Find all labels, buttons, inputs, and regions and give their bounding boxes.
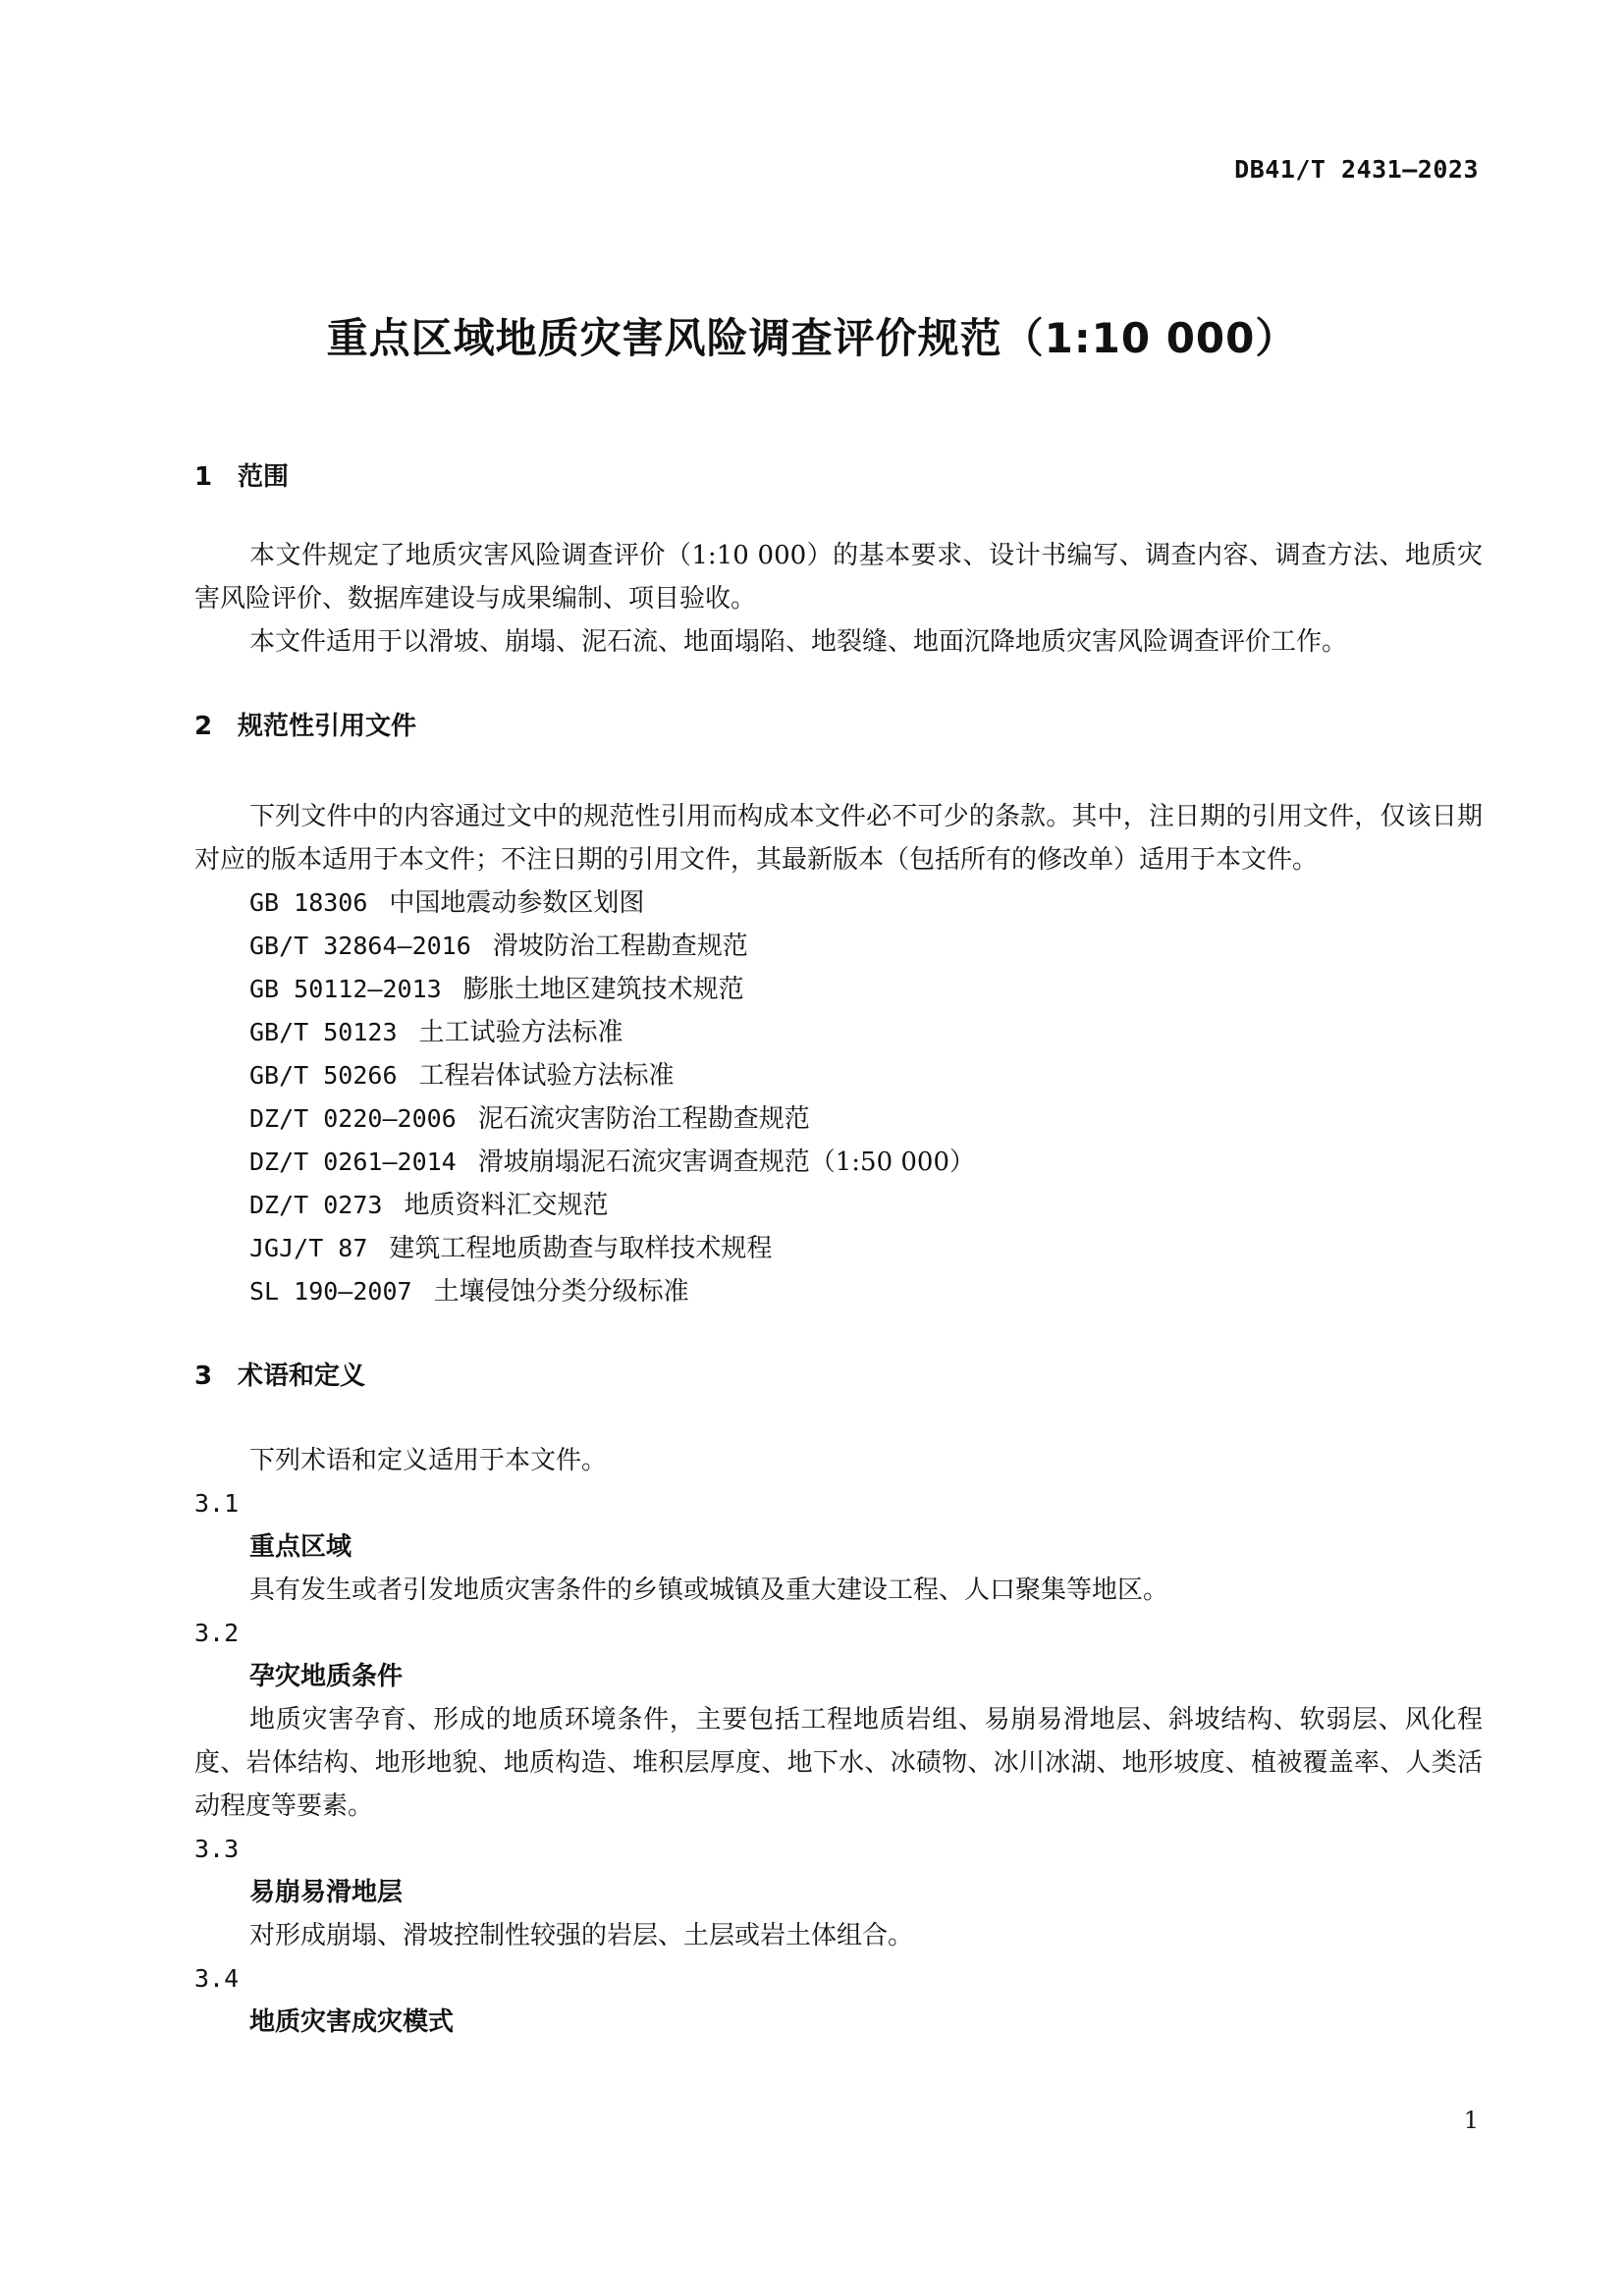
- document-title: 重点区域地质灾害风险调查评价规范（1:10 000）: [326, 314, 1298, 362]
- reference-code: DZ/T 0273: [249, 1191, 383, 1219]
- term-entry: [194, 1957, 1483, 2044]
- reference-item: [194, 1054, 1483, 1097]
- reference-item: [194, 881, 1483, 925]
- reference-item: [194, 1141, 1483, 1184]
- term-number: 3.2: [194, 1619, 240, 1647]
- reference-code: GB/T 50266: [249, 1061, 398, 1090]
- section-heading-terms-and-definitions: [194, 1355, 1483, 1398]
- reference-name: 中国地震动参数区划图: [389, 888, 645, 918]
- section-heading-normative-references: [194, 705, 1483, 748]
- term-definition: 对形成崩塌、滑坡控制性较强的岩层、土层或岩土体组合。: [249, 1921, 914, 1950]
- reference-code: GB/T 50123: [249, 1018, 398, 1046]
- term-entry: [194, 1482, 1483, 1612]
- reference-name: 滑坡防治工程勘查规范: [492, 932, 748, 961]
- reference-code: DZ/T 0261—2014: [249, 1148, 457, 1176]
- page-number: 1: [1463, 2107, 1479, 2134]
- term-number: 3.3: [194, 1835, 240, 1863]
- term-number: 3.1: [194, 1489, 240, 1518]
- reference-item: [194, 925, 1483, 968]
- paragraph: 下列文件中的内容通过文中的规范性引用而构成本文件必不可少的条款。其中，注日期的引用文件，仅该日期对应的版本适用于本文件；不注日期的引用文件，其最新版本（包括所有的修改单）适用于本文件。: [194, 802, 1483, 875]
- reference-item: [194, 968, 1483, 1011]
- term-name: 孕灾地质条件: [249, 1662, 404, 1691]
- term-number: 3.4: [194, 1964, 240, 1993]
- reference-item: [194, 1270, 1483, 1313]
- reference-name: 工程岩体试验方法标准: [418, 1061, 675, 1091]
- term-name: 易崩易滑地层: [249, 1878, 404, 1907]
- term-entry: [194, 1828, 1483, 1957]
- paragraph: 本文件适用于以滑坡、崩塌、泥石流、地面塌陷、地裂缝、地面沉降地质灾害风险调查评价工作。: [249, 627, 1348, 657]
- reference-code: GB 50112—2013: [249, 975, 442, 1003]
- term-definition: 地质灾害孕育、形成的地质环境条件，主要包括工程地质岩组、易崩易滑地层、斜坡结构、软弱层、风化程度、岩体结构、地形地貌、地质构造、堆积层厚度、地下水、冰碛物、冰川冰湖、地形坡度、植被覆盖率、人类活动程度等要素。: [194, 1705, 1483, 1821]
- reference-code: GB 18306: [249, 888, 368, 917]
- reference-name: 土壤侵蚀分类分级标准: [433, 1277, 689, 1307]
- term-definition: 具有发生或者引发地质灾害条件的乡镇或城镇及重大建设工程、人口聚集等地区。: [249, 1575, 1169, 1605]
- reference-name: 土工试验方法标准: [418, 1018, 623, 1047]
- paragraph: 本文件规定了地质灾害风险调查评价（1:10 000）的基本要求、设计书编写、调查内容、调查方法、地质灾害风险评价、数据库建设与成果编制、项目验收。: [194, 541, 1483, 614]
- reference-item: [194, 1184, 1483, 1227]
- document-body: [194, 455, 1483, 2044]
- reference-code: DZ/T 0220—2006: [249, 1104, 457, 1133]
- reference-item: [194, 1097, 1483, 1141]
- reference-name: 滑坡崩塌泥石流灾害调查规范（1:50 000）: [477, 1148, 975, 1177]
- paragraph: 下列术语和定义适用于本文件。: [249, 1446, 608, 1475]
- section-title: 规范性引用文件: [238, 712, 417, 741]
- section-number: 3: [194, 1362, 213, 1391]
- reference-name: 地质资料汇交规范: [404, 1191, 609, 1220]
- term-name: 重点区域: [249, 1532, 352, 1562]
- term-entry: [194, 1612, 1483, 1828]
- reference-name: 膨胀土地区建筑技术规范: [462, 975, 744, 1004]
- reference-item: [194, 1011, 1483, 1054]
- section-title: 范围: [238, 462, 290, 492]
- section-number: 1: [194, 462, 213, 492]
- reference-item: [194, 1227, 1483, 1270]
- term-name: 地质灾害成灾模式: [249, 2007, 455, 2037]
- reference-code: SL 190—2007: [249, 1277, 412, 1306]
- standard-code: DB41/T 2431—2023: [1234, 155, 1479, 184]
- reference-code: GB/T 32864—2016: [249, 932, 471, 960]
- reference-list: [194, 881, 1483, 1313]
- reference-code: JGJ/T 87: [249, 1234, 368, 1262]
- section-heading-scope: [194, 455, 1483, 499]
- section-number: 2: [194, 712, 213, 741]
- reference-name: 泥石流灾害防治工程勘查规范: [477, 1104, 810, 1134]
- reference-name: 建筑工程地质勘查与取样技术规程: [389, 1234, 773, 1263]
- section-title: 术语和定义: [238, 1362, 366, 1391]
